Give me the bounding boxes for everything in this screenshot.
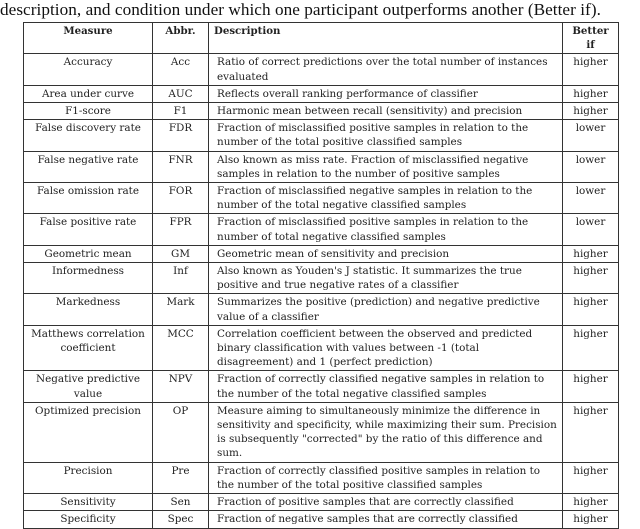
description-cell: Fraction of correctly classified negative samples in relation to the number of the total negative classified samples — [209, 371, 563, 402]
better-if-cell: lower — [563, 183, 619, 214]
abbr-cell: OP — [153, 402, 209, 462]
better-if-cell: higher — [563, 371, 619, 402]
table-row — [24, 214, 619, 245]
abbr-cell: GM — [153, 245, 209, 262]
better-if-cell: higher — [563, 85, 619, 102]
table-row — [24, 245, 619, 262]
description-cell: Reflects overall ranking performance of classifier — [209, 85, 563, 102]
better-if-cell: lower — [563, 151, 619, 182]
measure-cell: Negative predictive value — [24, 371, 153, 402]
description-cell: Fraction of positive samples that are correctly classified — [209, 494, 563, 511]
table-row — [24, 151, 619, 182]
abbr-cell: Sen — [153, 494, 209, 511]
description-cell: Summarizes the positive (prediction) and negative predictive value of a classifier — [209, 294, 563, 325]
measure-cell: Sensitivity — [24, 494, 153, 511]
description-cell: Fraction of misclassified positive samples in relation to the number of total negative classified samples — [209, 214, 563, 245]
abbr-cell: AUC — [153, 85, 209, 102]
measure-cell: False omission rate — [24, 183, 153, 214]
table-row — [24, 183, 619, 214]
header-description: Description — [209, 23, 563, 54]
table-row — [24, 120, 619, 151]
measure-cell: Area under curve — [24, 85, 153, 102]
description-cell: Harmonic mean between recall (sensitivity) and precision — [209, 103, 563, 120]
description-cell: Also known as Youden's J statistic. It summarizes the true positive and true negative rates of a classifier — [209, 263, 563, 294]
table-row — [24, 462, 619, 493]
table-row — [24, 325, 619, 371]
abbr-cell: Inf — [153, 263, 209, 294]
description-cell: Fraction of negative samples that are correctly classified — [209, 511, 563, 528]
abbr-cell: Pre — [153, 462, 209, 493]
table-row — [24, 85, 619, 102]
description-cell: Fraction of misclassified positive samples in relation to the number of the total positive classified samples — [209, 120, 563, 151]
measure-cell: Optimized precision — [24, 402, 153, 462]
table-row — [24, 263, 619, 294]
better-if-cell: higher — [563, 263, 619, 294]
abbr-cell: Acc — [153, 54, 209, 85]
measure-cell: Geometric mean — [24, 245, 153, 262]
description-cell: Fraction of correctly classified positive samples in relation to the number of the total positive classified samples — [209, 462, 563, 493]
table-row — [24, 103, 619, 120]
better-if-cell: lower — [563, 120, 619, 151]
header-abbr: Abbr. — [153, 23, 209, 54]
better-if-cell: higher — [563, 325, 619, 371]
table-row — [24, 371, 619, 402]
header-better-if: Better if — [563, 23, 619, 54]
better-if-cell: higher — [563, 402, 619, 462]
better-if-cell: higher — [563, 54, 619, 85]
table-header-row — [24, 23, 619, 54]
measure-cell: Matthews correlation coefficient — [24, 325, 153, 371]
table-row — [24, 494, 619, 511]
metrics-table — [23, 22, 619, 529]
better-if-cell: lower — [563, 214, 619, 245]
description-cell: Correlation coefficient between the observed and predicted binary classification with values between -1 (total disagreement) and 1 (perfect prediction) — [209, 325, 563, 371]
description-cell: Measure aiming to simultaneously minimize the difference in sensitivity and specificity, while maximizing their sum. Precision is subsequently "corrected" by the ratio of this difference and sum. — [209, 402, 563, 462]
abbr-cell: F1 — [153, 103, 209, 120]
description-cell: Also known as miss rate. Fraction of misclassified negative samples in relation to the number of positive samples — [209, 151, 563, 182]
abbr-cell: FOR — [153, 183, 209, 214]
better-if-cell: higher — [563, 494, 619, 511]
better-if-cell: higher — [563, 511, 619, 528]
abbr-cell: FPR — [153, 214, 209, 245]
description-cell: Fraction of misclassified negative samples in relation to the number of the total negative classified samples — [209, 183, 563, 214]
abbr-cell: MCC — [153, 325, 209, 371]
measure-cell: Markedness — [24, 294, 153, 325]
better-if-cell: higher — [563, 103, 619, 120]
table-body — [24, 54, 619, 528]
description-cell: Ratio of correct predictions over the total number of instances evaluated — [209, 54, 563, 85]
measure-cell: F1-score — [24, 103, 153, 120]
table-caption: description, and condition under which one participant outperforms another (Better if). — [0, 0, 601, 19]
table-row — [24, 402, 619, 462]
abbr-cell: FDR — [153, 120, 209, 151]
measure-cell: False positive rate — [24, 214, 153, 245]
abbr-cell: Mark — [153, 294, 209, 325]
measure-cell: Specificity — [24, 511, 153, 528]
metrics-table-container — [23, 22, 618, 529]
abbr-cell: FNR — [153, 151, 209, 182]
table-row — [24, 294, 619, 325]
table-row — [24, 54, 619, 85]
better-if-cell: higher — [563, 462, 619, 493]
description-cell: Geometric mean of sensitivity and precision — [209, 245, 563, 262]
measure-cell: Informedness — [24, 263, 153, 294]
measure-cell: False discovery rate — [24, 120, 153, 151]
header-measure: Measure — [24, 23, 153, 54]
better-if-cell: higher — [563, 294, 619, 325]
measure-cell: Precision — [24, 462, 153, 493]
measure-cell: False negative rate — [24, 151, 153, 182]
abbr-cell: NPV — [153, 371, 209, 402]
abbr-cell: Spec — [153, 511, 209, 528]
better-if-cell: higher — [563, 245, 619, 262]
table-row — [24, 511, 619, 528]
measure-cell: Accuracy — [24, 54, 153, 85]
